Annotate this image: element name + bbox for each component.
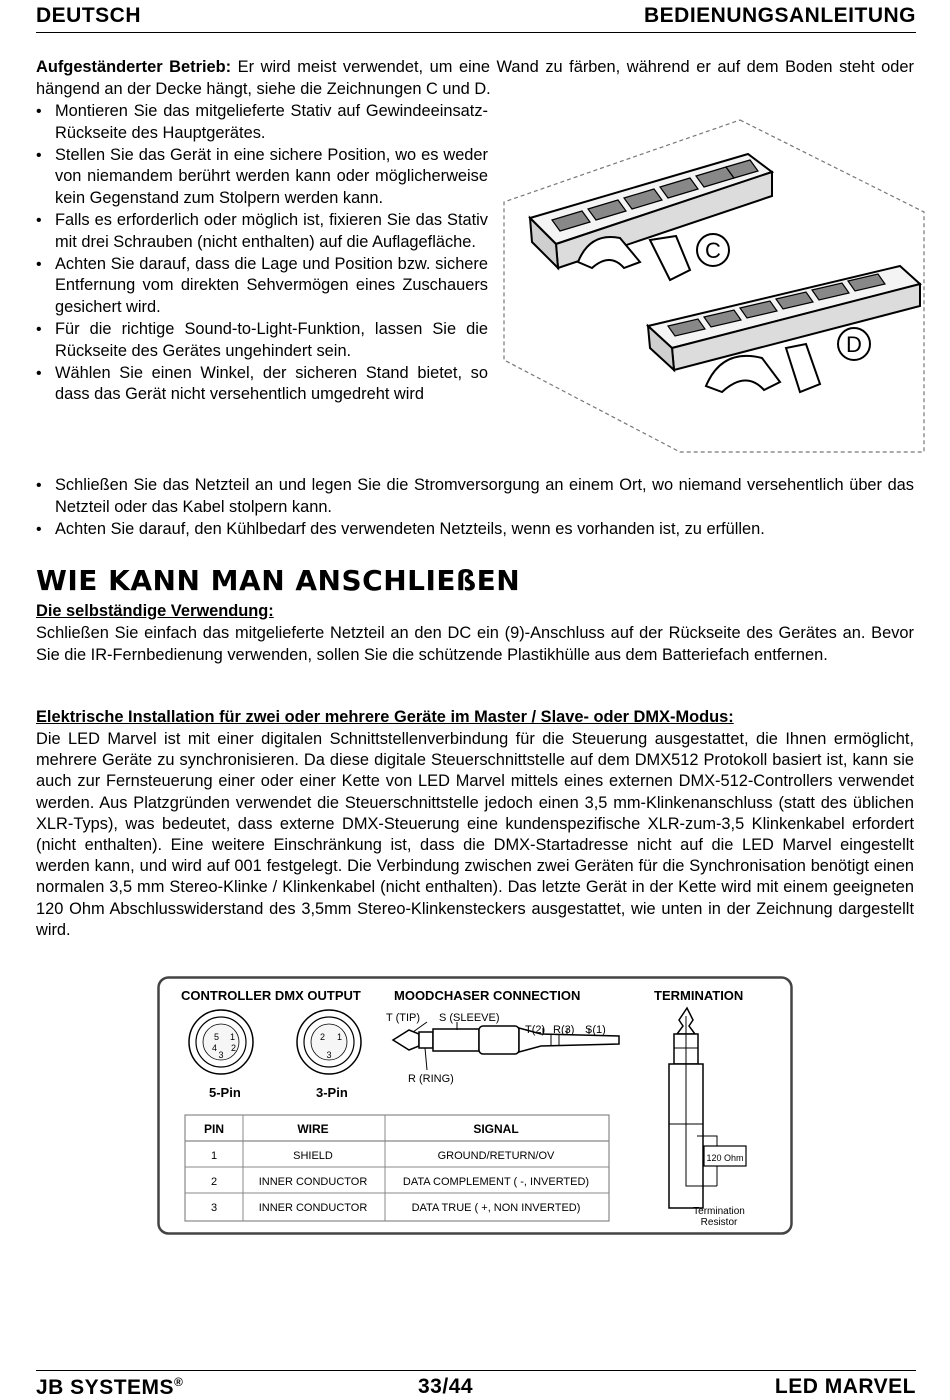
page-footer xyxy=(36,1370,916,1398)
pin-number: 1 xyxy=(337,1032,343,1042)
list-item: • Stellen Sie das Gerät in eine sichere Position, wo es weder von niemandem berührt werden kann oder möglicherweise kein Gegenstand zum Stolpern werden kann. xyxy=(36,145,488,210)
intro-text: Er wird meist verwendet, um eine Wand zu färben, während er auf dem Boden steht oder hängend an der Decke hängt, siehe die Zeichnungen C und D. xyxy=(36,58,914,98)
pin-number: 3 xyxy=(218,1050,224,1060)
list-item: • Für die richtige Sound-to-Light-Funktion, lassen Sie die Rückseite des Gerätes ungehindert sein. xyxy=(36,319,488,363)
registered-mark: ® xyxy=(174,1375,184,1389)
standalone-paragraph: Schließen Sie einfach das mitgelieferte Netzteil an den DC ein (9)-Anschluss auf der Rückseite des Gerätes an. Bevor Sie die IR-Fernbedienung verwenden, sollen Sie die schützende Plastikhülle aus dem Batteriefach entfernen. xyxy=(36,624,914,664)
setup-bullet-list xyxy=(36,101,488,406)
pin-number: 5 xyxy=(214,1032,220,1042)
pin-table xyxy=(185,1115,609,1221)
table-header: WIRE xyxy=(297,1122,329,1136)
list-item: • Schließen Sie das Netzteil an und legen Sie die Stromversorgung an einem Ort, wo niemand versehentlich über das Netzteil oder das Kabel stolpern kann. xyxy=(36,475,914,519)
list-item: • Achten Sie darauf, dass die Lage und Position bzw. sichere Entfernung vom direkten Sehvermögen eines Zuschauers gesichert wird. xyxy=(36,254,488,319)
table-cell: GROUND/RETURN/OV xyxy=(437,1150,555,1162)
light-bar-c xyxy=(530,154,772,280)
resistor-caption-2: Resistor xyxy=(700,1217,738,1228)
section-title: WIE KANN MAN ANSCHLIEßEN xyxy=(36,564,521,597)
ring-label: R (RING) xyxy=(408,1073,454,1085)
pin-number: 1 xyxy=(230,1032,236,1042)
table-cell: 1 xyxy=(210,1150,218,1162)
footer-brand: JB SYSTEMS® xyxy=(36,1375,184,1399)
xlr-3pin-connector xyxy=(297,1010,361,1074)
electrical-heading: Elektrische Installation für zwei oder mehrere Geräte im Master / Slave- oder DMX-Modus: xyxy=(36,708,734,726)
light-bar-d xyxy=(648,266,920,392)
list-item: • Wählen Sie einen Winkel, der sicheren Stand bietet, so dass das Gerät nicht versehentlich umgedreht wird xyxy=(36,363,488,407)
table-cell: DATA TRUE ( +, NON INVERTED) xyxy=(411,1202,581,1214)
page-header xyxy=(36,2,916,33)
xlr-5pin-connector xyxy=(189,1010,253,1074)
intro-paragraph xyxy=(36,57,914,100)
r3-label: R(3) xyxy=(553,1024,575,1036)
label-d: D xyxy=(846,332,862,357)
table-cell: SHIELD xyxy=(293,1150,333,1162)
label-c: C xyxy=(705,238,721,263)
pin-number: 4 xyxy=(212,1043,218,1053)
termination-title: TERMINATION xyxy=(654,988,744,1003)
moodchaser-title: MOODCHASER CONNECTION xyxy=(394,988,581,1003)
resistor-caption-1: Termination xyxy=(693,1206,745,1217)
page-number: 33/44 xyxy=(418,1375,474,1398)
tip-label: T (TIP) xyxy=(386,1012,421,1024)
footer-product: LED MARVEL xyxy=(774,1375,916,1398)
list-item: • Montieren Sie das mitgelieferte Stativ auf Gewindeeinsatz-Rückseite des Hauptgerätes. xyxy=(36,101,488,145)
pin3-label: 3-Pin xyxy=(316,1085,348,1100)
table-cell: DATA COMPLEMENT ( -, INVERTED) xyxy=(402,1176,590,1188)
table-cell: INNER CONDUCTOR xyxy=(258,1202,368,1214)
table-cell: INNER CONDUCTOR xyxy=(258,1176,368,1188)
list-item: • Achten Sie darauf, den Kühlbedarf des verwendeten Netzteils, wenn es vorhanden ist, zu erfüllen. xyxy=(36,519,914,541)
standalone-heading: Die selbständige Verwendung: xyxy=(36,602,274,620)
table-cell: 2 xyxy=(210,1176,218,1188)
electrical-paragraph: Die LED Marvel ist mit einer digitalen Schnittstellenverbindung für die Steuerung ausgestattet, die Ihnen ermöglicht, mehrere Geräte zu synchronisieren. Da diese digitale Steuerschnittstelle auf dem DMX512 Protokoll basiert ist, kann sie auch zur Fernsteuerung einer oder einer Kette von LED Marvel mittels eines externen DMX-512-Controllers verwendet werden. Aus Platzgründen verwendet die Steuerschnittstelle jedoch einen 3,5 mm-Klinkenanschluss (statt des üblichen XLR-Typs), was bedeutet, dass externe DMX-Steuerung eine kundenspezifische XLR-zum-3,5 Klinkenkabel erfordert (nicht enthalten). Eine weitere Einschränkung ist, dass die DMX-Startadresse nicht auf die LED Marvel eingestellt werden kann, und wird auf 001 festgelegt. Die Verbindung zwischen zwei Geräten für die Synchronisation benötigt einen normalen 3,5 mm Stereo-Klinke / Klinkenkabel (nicht enthalten). Das letzte Gerät in der Kette wird mit einem geeigneten 120 Ohm Abschlusswiderstand des 3,5mm Stereo-Klinkensteckers ausgestattet, wie unten in der Zeichnung dargestellt wird. xyxy=(36,730,914,939)
t2-label: T(2) xyxy=(525,1024,546,1036)
header-language: DEUTSCH xyxy=(36,4,142,27)
power-bullet-list xyxy=(36,475,914,540)
sleeve-label: S (SLEEVE) xyxy=(439,1012,500,1024)
dmx-connection-diagram xyxy=(157,976,793,1236)
table-cell: 3 xyxy=(210,1202,218,1214)
header-doc-type: BEDIENUNGSANLEITUNG xyxy=(643,4,916,27)
intro-lead: Aufgeständerter Betrieb: xyxy=(36,58,232,76)
table-header: PIN xyxy=(203,1122,225,1136)
pin-number: 2 xyxy=(231,1043,237,1053)
controller-title: CONTROLLER DMX OUTPUT xyxy=(181,988,361,1003)
table-header: SIGNAL xyxy=(473,1122,519,1136)
pin-number: 3 xyxy=(326,1050,332,1060)
pin-number: 2 xyxy=(320,1032,326,1042)
list-item: • Falls es erforderlich oder möglich ist, fixieren Sie das Stativ mit drei Schrauben (nicht enthalten) auf die Auflagefläche. xyxy=(36,210,488,254)
drawing-c-d xyxy=(500,112,932,460)
s1-label: S(1) xyxy=(585,1024,606,1036)
pin5-label: 5-Pin xyxy=(209,1085,241,1100)
resistor-value: 120 Ohm xyxy=(706,1153,744,1163)
